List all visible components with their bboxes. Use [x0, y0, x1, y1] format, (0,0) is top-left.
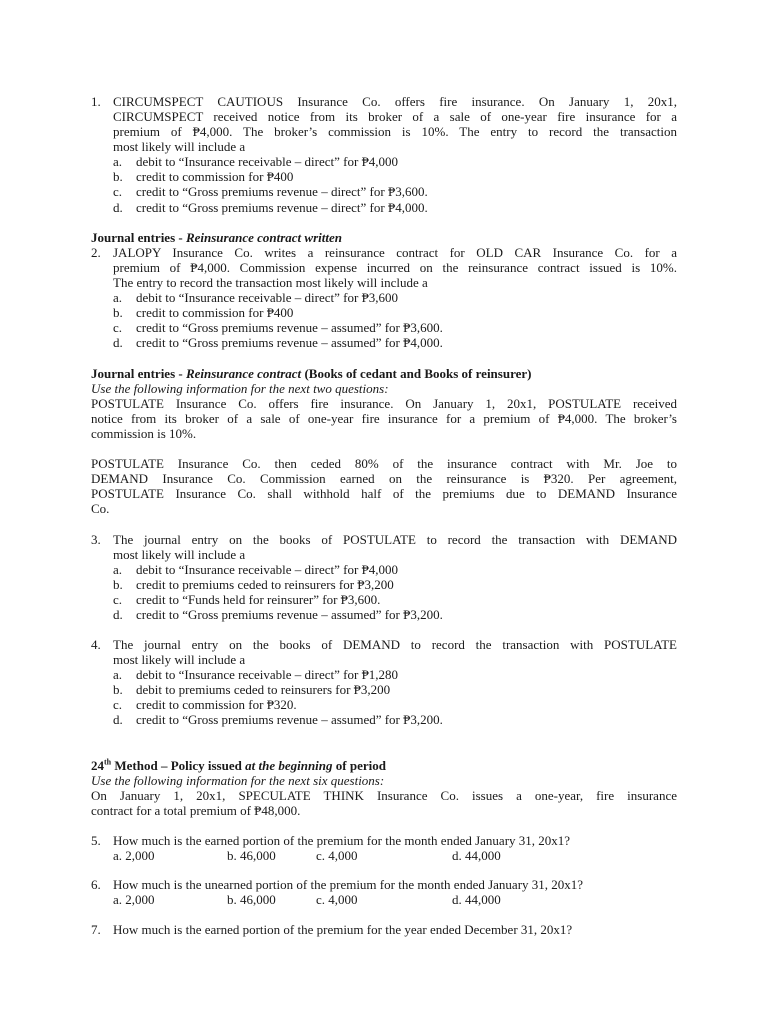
option-text: credit to commission for ₱400 [136, 169, 294, 184]
option-letter: c. [113, 320, 123, 335]
question-text-line: CIRCUMSPECT received notice from its broker of a sale of one-year fire insurance for a [113, 109, 677, 124]
option-text: credit to “Gross premiums revenue – direct” for ₱4,000. [136, 200, 428, 215]
option-text: credit to “Gross premiums revenue – assumed” for ₱3,200. [136, 607, 443, 622]
choice-a: a. 2,000 [113, 848, 155, 863]
choice-b: b. 46,000 [227, 848, 276, 863]
choice-d: d. 44,000 [452, 892, 501, 907]
option-text: credit to premiums ceded to reinsurers for ₱3,200 [136, 577, 394, 592]
option-letter: b. [113, 169, 123, 184]
question-number: 4. [91, 637, 101, 652]
question-text-line: How much is the earned portion of the premium for the year ended December 31, 20x1? [113, 922, 573, 937]
question-number: 3. [91, 532, 101, 547]
option-letter: a. [113, 667, 123, 682]
question-text-line: JALOPY Insurance Co. writes a reinsurance contract for OLD CAR Insurance Co. for a [113, 245, 677, 260]
choice-a: a. 2,000 [113, 892, 155, 907]
paragraph-line: POSTULATE Insurance Co. then ceded 80% of the insurance contract with Mr. Joe to [91, 456, 677, 471]
option-text: credit to “Gross premiums revenue – assumed” for ₱3,200. [136, 712, 443, 727]
option-letter: b. [113, 682, 123, 697]
question-text-line: How much is the earned portion of the premium for the month ended January 31, 20x1? [113, 833, 571, 848]
option-letter: c. [113, 592, 123, 607]
question-text-line: most likely will include a [113, 652, 246, 667]
paragraph-line: POSTULATE Insurance Co. offers fire insurance. On January 1, 20x1, POSTULATE received [91, 396, 677, 411]
question-text-line: The entry to record the transaction most likely will include a [113, 275, 428, 290]
option-text: debit to “Insurance receivable – direct” for ₱4,000 [136, 562, 399, 577]
option-letter: c. [113, 697, 123, 712]
question-text-line: most likely will include a [113, 547, 246, 562]
option-text: credit to “Gross premiums revenue – assumed” for ₱4,000. [136, 335, 443, 350]
question-number: 5. [91, 833, 101, 848]
choice-c: c. 4,000 [316, 848, 358, 863]
paragraph-line: contract for a total premium of ₱48,000. [91, 803, 301, 818]
option-text: credit to “Gross premiums revenue – assumed” for ₱3,600. [136, 320, 443, 335]
option-text: debit to “Insurance receivable – direct” for ₱4,000 [136, 154, 399, 169]
option-letter: b. [113, 577, 123, 592]
question-text-line: most likely will include a [113, 139, 246, 154]
option-letter: a. [113, 154, 123, 169]
option-letter: d. [113, 335, 123, 350]
option-text: debit to “Insurance receivable – direct” for ₱3,600 [136, 290, 399, 305]
option-text: credit to commission for ₱320. [136, 697, 297, 712]
section-heading: Journal entries - Reinsurance contract (Books of cedant and Books of reinsurer) [91, 366, 532, 381]
question-text-line: CIRCUMSPECT CAUTIOUS Insurance Co. offers fire insurance. On January 1, 20x1, [113, 94, 677, 109]
option-text: credit to commission for ₱400 [136, 305, 294, 320]
option-letter: d. [113, 607, 123, 622]
paragraph-line: On January 1, 20x1, SPECULATE THINK Insurance Co. issues a one-year, fire insurance [91, 788, 677, 803]
paragraph-line: POSTULATE Insurance Co. shall withhold half of the premiums due to DEMAND Insurance [91, 486, 677, 501]
section-heading: 24th Method – Policy issued at the beginning of period [91, 757, 386, 773]
option-letter: b. [113, 305, 123, 320]
question-number: 7. [91, 922, 101, 937]
instructions: Use the following information for the next six questions: [91, 773, 385, 788]
choice-d: d. 44,000 [452, 848, 501, 863]
question-text-line: The journal entry on the books of POSTULATE to record the transaction with DEMAND [113, 532, 677, 547]
paragraph-line: commission is 10%. [91, 426, 197, 441]
question-text-line: premium of ₱4,000. The broker’s commission is 10%. The entry to record the transaction [113, 124, 677, 139]
choice-c: c. 4,000 [316, 892, 358, 907]
option-letter: a. [113, 562, 123, 577]
question-text-line: The journal entry on the books of DEMAND to record the transaction with POSTULATE [113, 637, 677, 652]
section-heading: Journal entries - Reinsurance contract written [91, 230, 342, 245]
paragraph-line: notice from its broker of a sale of one-year fire insurance for a premium of ₱4,000. The broker’s [91, 411, 677, 426]
question-text-line: premium of ₱4,000. Commission expense incurred on the reinsurance contract issued is 10%. [113, 260, 677, 275]
option-text: credit to “Funds held for reinsurer” for ₱3,600. [136, 592, 381, 607]
paragraph-line: Co. [91, 501, 110, 516]
instructions: Use the following information for the next two questions: [91, 381, 389, 396]
choice-b: b. 46,000 [227, 892, 276, 907]
option-letter: a. [113, 290, 123, 305]
option-text: debit to premiums ceded to reinsurers for ₱3,200 [136, 682, 391, 697]
question-number: 1. [91, 94, 101, 109]
option-text: debit to “Insurance receivable – direct” for ₱1,280 [136, 667, 399, 682]
option-text: credit to “Gross premiums revenue – direct” for ₱3,600. [136, 184, 428, 199]
paragraph-line: DEMAND Insurance Co. Commission earned on the reinsurance is ₱320. Per agreement, [91, 471, 677, 486]
option-letter: d. [113, 712, 123, 727]
question-number: 6. [91, 877, 101, 892]
option-letter: c. [113, 184, 123, 199]
question-number: 2. [91, 245, 101, 260]
option-letter: d. [113, 200, 123, 215]
question-text-line: How much is the unearned portion of the premium for the month ended January 31, 20x1? [113, 877, 584, 892]
